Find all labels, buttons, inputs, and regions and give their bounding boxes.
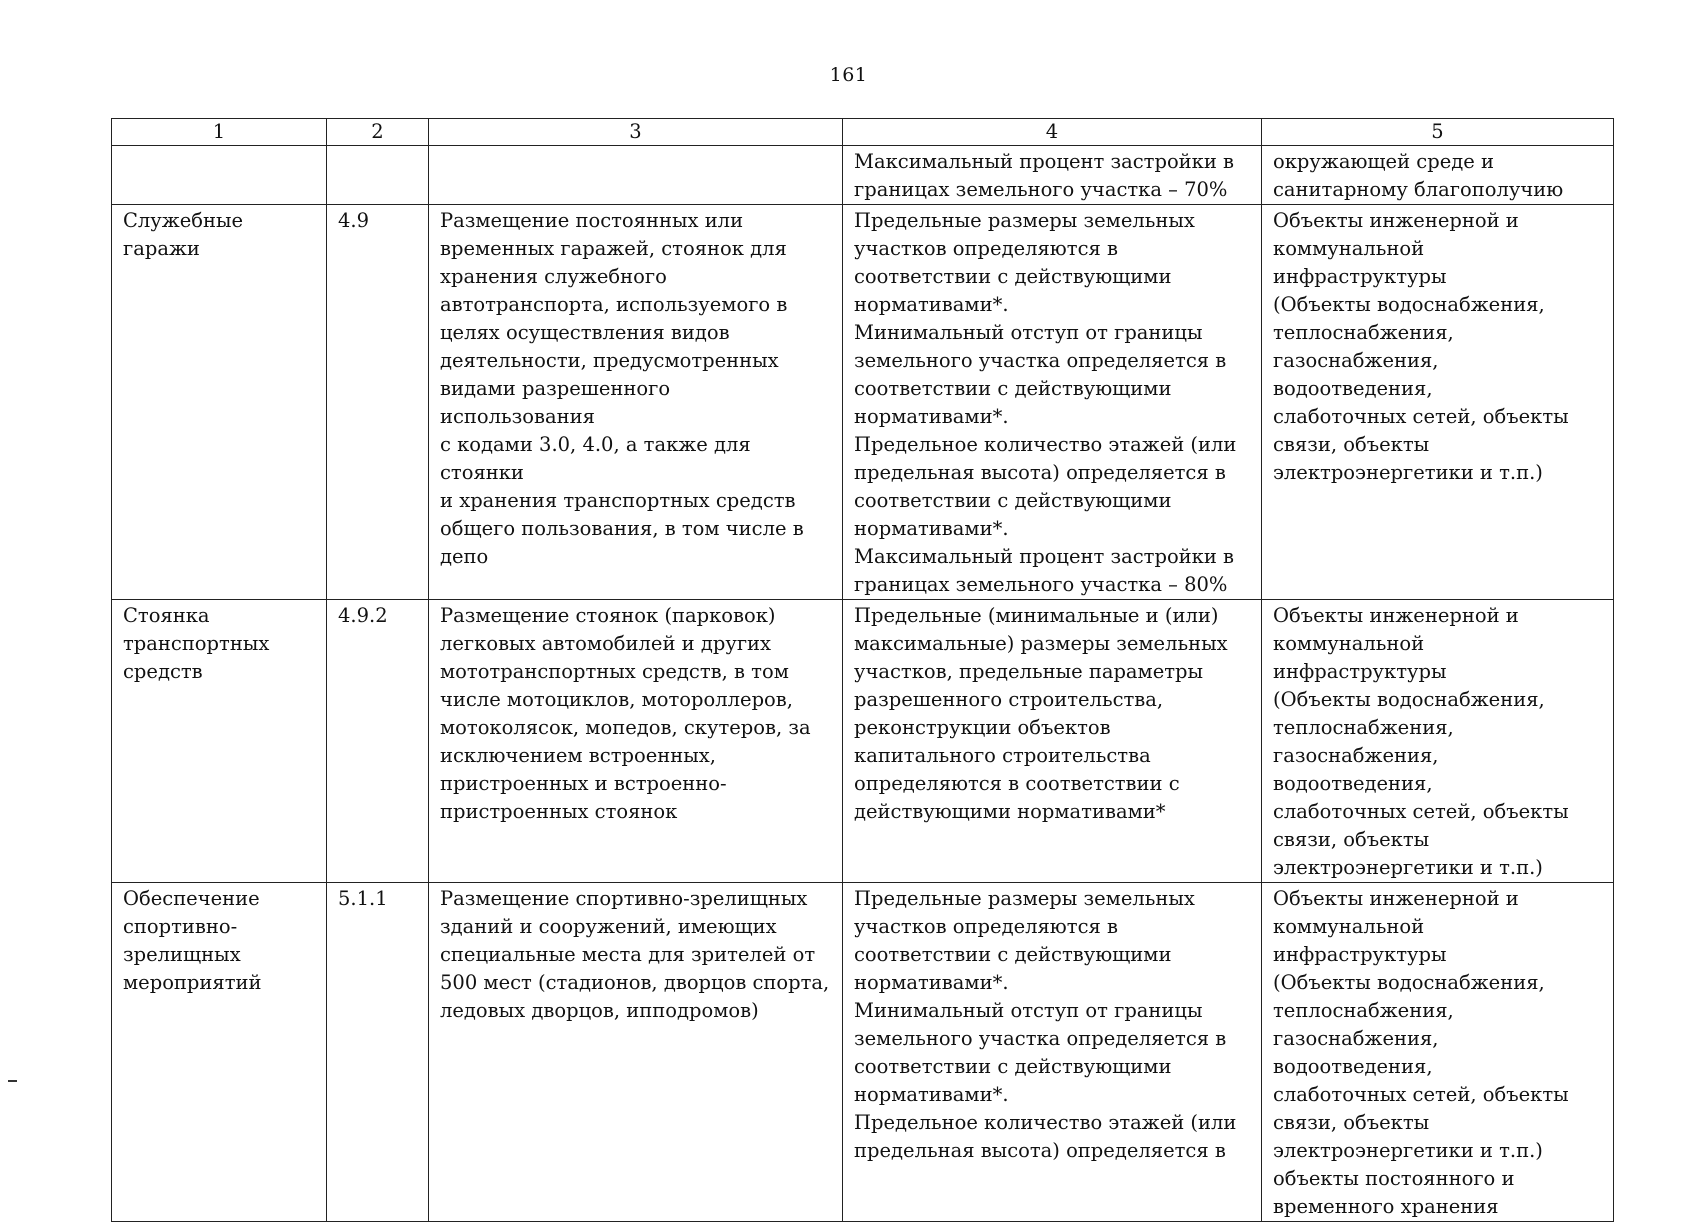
parameters-cell: Максимальный процент застройки в границах земельного участка – 70% [843, 146, 1262, 205]
use-code-cell: 4.9 [327, 205, 429, 600]
restrictions-cell: Объекты инженерной и коммунальной инфраструктуры (Объекты водоснабжения, теплоснабжения, газоснабжения, водоотведения, слаботочных сетей, объекты связи, объекты электроэнергетики и т.п.) [1262, 205, 1614, 600]
use-description-cell [429, 146, 843, 205]
use-code-cell [327, 146, 429, 205]
use-description-cell: Размещение постоянных или временных гаражей, стоянок для хранения служебного автотранспорта, используемого в целях осуществления видов деятельности, предусмотренных видами разрешенного использования с кодами 3.0, 4.0, а также для стоянки и хранения транспортных средств общего пользования, в том числе в депо [429, 205, 843, 600]
land-use-table [111, 118, 1614, 1222]
table-row [112, 146, 1614, 205]
use-code-cell: 4.9.2 [327, 600, 429, 883]
table-row [112, 600, 1614, 883]
column-header: 5 [1262, 119, 1614, 146]
use-name-cell: Обеспечение спортивно- зрелищных мероприятий [112, 883, 327, 1222]
column-header: 3 [429, 119, 843, 146]
restrictions-cell: Объекты инженерной и коммунальной инфраструктуры (Объекты водоснабжения, теплоснабжения, газоснабжения, водоотведения, слаботочных сетей, объекты связи, объекты электроэнергетики и т.п.) [1262, 600, 1614, 883]
use-description-cell: Размещение спортивно-зрелищных зданий и сооружений, имеющих специальные места для зрителей от 500 мест (стадионов, дворцов спорта, ледовых дворцов, ипподромов) [429, 883, 843, 1222]
margin-mark [8, 1080, 17, 1082]
column-header: 4 [843, 119, 1262, 146]
table-row [112, 883, 1614, 1222]
use-name-cell: Стоянка транспортных средств [112, 600, 327, 883]
table-header-row [112, 119, 1614, 146]
parameters-cell: Предельные (минимальные и (или) максимальные) размеры земельных участков, предельные параметры разрешенного строительства, реконструкции объектов капитального строительства определяются в соответствии с действующими нормативами* [843, 600, 1262, 883]
table-row [112, 205, 1614, 600]
parameters-cell: Предельные размеры земельных участков определяются в соответствии с действующими нормативами*. Минимальный отступ от границы земельного участка определяется в соответствии с действующими нормативами*. Предельное количество этажей (или предельная высота) определяется в [843, 883, 1262, 1222]
use-name-cell [112, 146, 327, 205]
use-description-cell: Размещение стоянок (парковок) легковых автомобилей и других мототранспортных средств, в том числе мотоциклов, мотороллеров, мотоколясок, мопедов, скутеров, за исключением встроенных, пристроенных и встроенно- пристроенных стоянок [429, 600, 843, 883]
page-number: 161 [829, 64, 868, 86]
restrictions-cell: Объекты инженерной и коммунальной инфраструктуры (Объекты водоснабжения, теплоснабжения, газоснабжения, водоотведения, слаботочных сетей, объекты связи, объекты электроэнергетики и т.п.) объекты постоянного и временного хранения [1262, 883, 1614, 1222]
column-header: 1 [112, 119, 327, 146]
use-code-cell: 5.1.1 [327, 883, 429, 1222]
column-header: 2 [327, 119, 429, 146]
use-name-cell: Служебные гаражи [112, 205, 327, 600]
restrictions-cell: окружающей среде и санитарному благополучию [1262, 146, 1614, 205]
parameters-cell: Предельные размеры земельных участков определяются в соответствии с действующими нормативами*. Минимальный отступ от границы земельного участка определяется в соответствии с действующими нормативами*. Предельное количество этажей (или предельная высота) определяется в соответствии с действующими нормативами*. Максимальный процент застройки в границах земельного участка – 80% [843, 205, 1262, 600]
